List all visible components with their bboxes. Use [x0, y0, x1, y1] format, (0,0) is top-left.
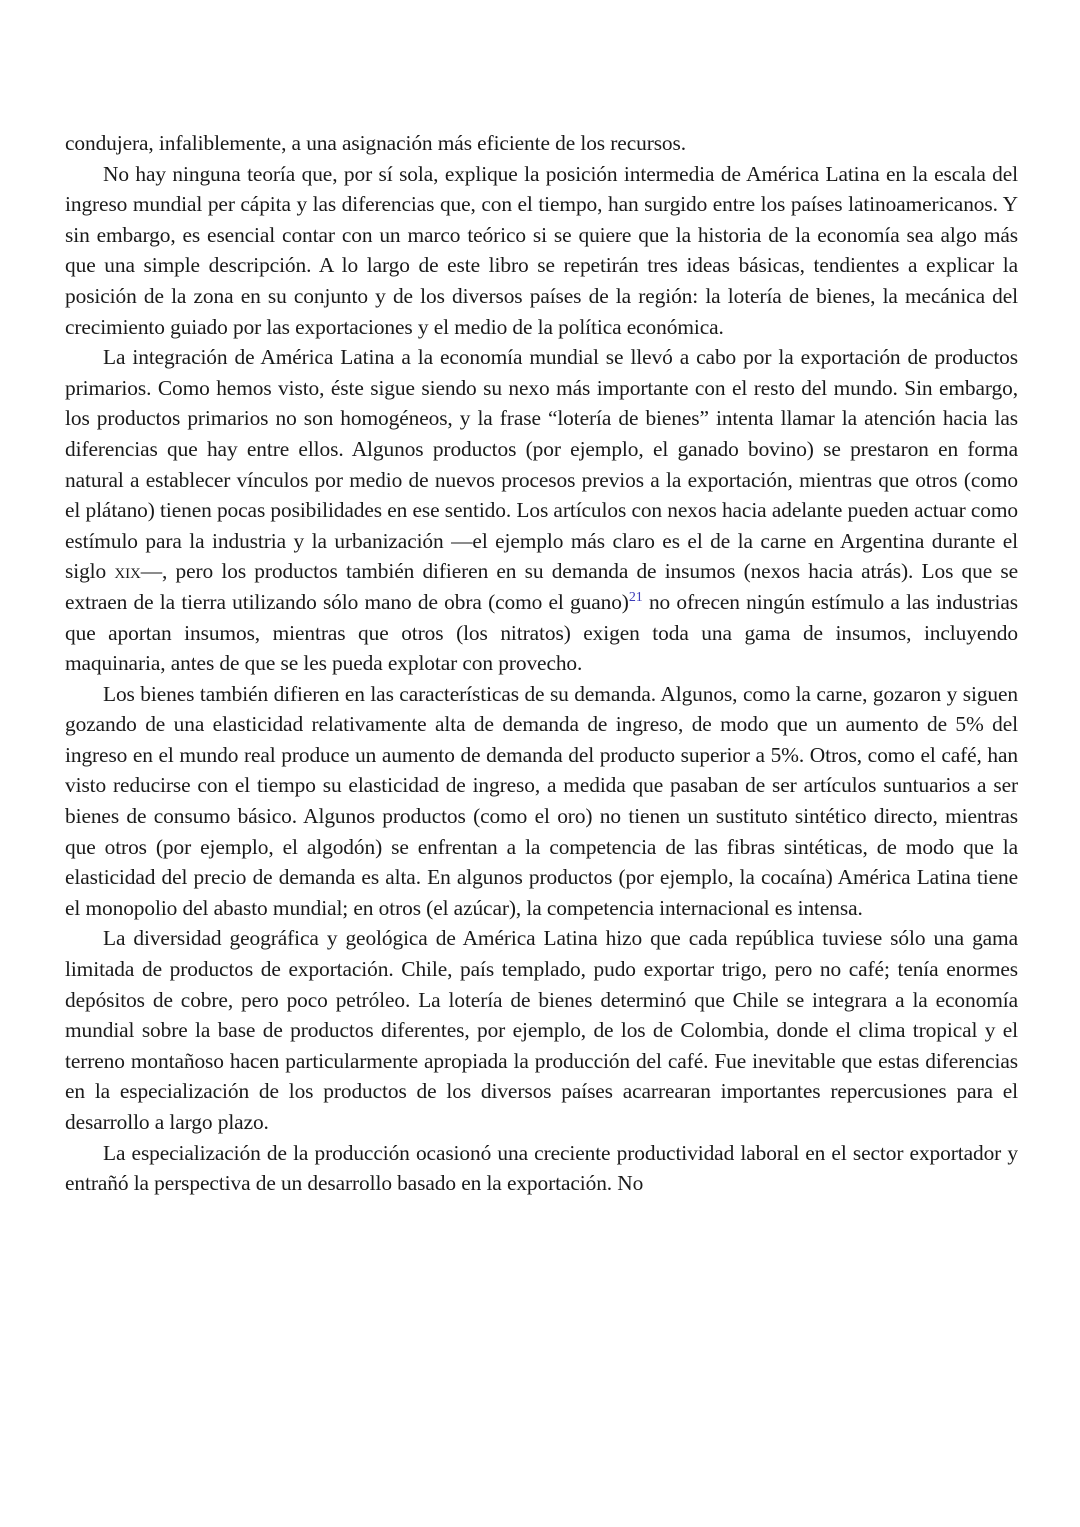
century-numeral: xix — [114, 559, 141, 584]
paragraph-specialization: La especialización de la producción ocasionó una creciente productividad laboral en el sector exportador y entrañó la perspectiva de un desarrollo basado en la exportación. No — [65, 1140, 1018, 1196]
paragraph-geographic-diversity: La diversidad geográfica y geológica de América Latina hizo que cada república tuviese sólo una gama limitada de productos de exportación. Chile, país templado, pudo exportar trigo, pero no café; tenía enormes depósitos de cobre, pero poco petróleo. La lotería de bienes determinó que Chile se integrara a la economía mundial sobre la base de productos diferentes, por ejemplo, de los de Colombia, donde el clima tropical y el terreno montañoso hacen particularmente apropiada la producción del café. Fue inevitable que estas diferencias en la especialización de los productos de los diversos países acarrearan importantes repercusiones para el desarrollo a largo plazo. — [65, 926, 1018, 1134]
paragraph-text: La integración de América Latina a la economía mundial se llevó a cabo por la exportación de productos primarios. Como hemos visto, éste sigue siendo su nexo más importante con el resto del mundo. Sin embargo, los productos primarios no son homogéneos, y la frase “lotería de bienes” intenta llamar la atención hacia las diferencias que hay entre ellos. Algunos productos (por ejemplo, el ganado bovino) se prestaron en forma natural a establecer vínculos por medio de nuevos procesos previos a la exportación, mientras que otros (como el plátano) tienen pocas posibilidades en ese sentido. Los artículos con nexos hacia adelante pueden actuar como estímulo para la industria y la urbanización —el ejemplo más claro es el de la carne en Argentina durante el siglo — [65, 345, 1018, 584]
footnote-link[interactable]: 21 — [628, 589, 643, 605]
paragraph-text: no ofrecen ningún estímulo a las industrias que aportan insumos, mientras que otros (los nitratos) exigen toda una gama de insumos, incluyendo maquinaria, antes de que se les pueda explotar con provecho. — [65, 589, 1019, 676]
paragraph-continuation: condujera, infaliblemente, a una asignación más eficiente de los recursos. — [65, 131, 687, 155]
paragraph-demand-characteristics: Los bienes también difieren en las características de su demanda. Algunos, como la carne, gozaron y siguen gozando de una elasticidad relativamente alta de demanda de ingreso, de modo que un aumento de 5% del ingreso en el mundo real produce un aumento de demanda del producto superior a 5%. Otros, como el café, han visto reducirse con el tiempo su elasticidad de ingreso, a medida que pasaban de ser artículos suntuarios a ser bienes de consumo básico. Algunos productos (como el oro) no tienen un sustituto sintético directo, mientras que otros (por ejemplo, el algodón) se enfrentan a la competencia de las fibras sintéticas, de modo que la elasticidad del precio de demanda es alta. En algunos productos (por ejemplo, la cocaína) América Latina tiene el monopolio del abasto mundial; en otros (el azúcar), la competencia internacional es intensa. — [65, 681, 1018, 920]
paragraph-theory: No hay ninguna teoría que, por sí sola, explique la posición intermedia de América Latina en la escala del ingreso mundial per cápita y las diferencias que, con el tiempo, han surgido entre los países latinoamericanos. Y sin embargo, es esencial contar con un marco teórico si se quiere que la historia de la economía sea algo más que una simple descripción. A lo largo de este libro se repetirán tres ideas básicas, tendientes a explicar la posición de la zona en su conjunto y de los diversos países de la región: la lotería de bienes, la mecánica del crecimiento guiado por las exportaciones y el medio de la política económica. — [65, 161, 1018, 339]
paragraph-lottery-of-goods — [65, 342, 1018, 679]
paragraph-text: —, pero los productos también difieren en su demanda de insumos (nexos hacia atrás). Los que se extraen de la tierra utilizando sólo mano de obra (como el guano) — [65, 559, 1018, 614]
document-page — [65, 128, 1018, 1199]
